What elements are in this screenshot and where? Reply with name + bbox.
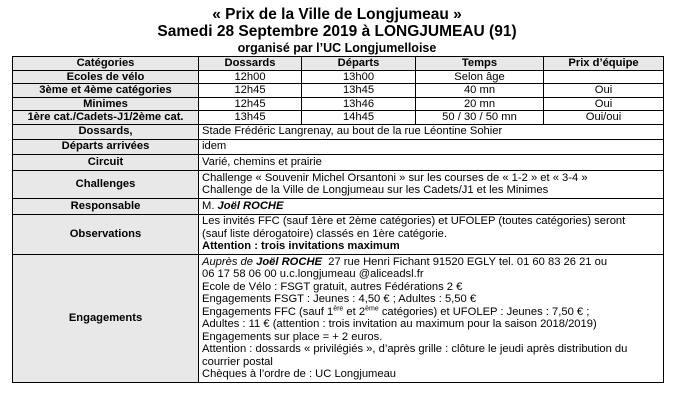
contact-phone-email: 06 17 58 06 00 u.c.longjumeau @aliceadsl.fr (202, 268, 424, 280)
engagement-line: Attention : dossards « privilégiés », d’après grille : clôture le jeudi après distribution du (202, 343, 628, 355)
column-header: Temps (416, 57, 544, 71)
column-header: Dossards (199, 57, 302, 71)
contact-name: Joël ROCHE (256, 255, 323, 268)
departs-arrivees-value: idem (199, 139, 664, 154)
category-name: Minimes (13, 97, 199, 111)
dossards-label: Dossards, (13, 124, 199, 139)
circuit-value: Varié, chemins et prairie (199, 154, 664, 170)
dossards-row (13, 124, 664, 139)
table-row (13, 97, 664, 111)
dossards-location: Stade Frédéric Langrenay, au bout de la rue Léontine Sohier (199, 124, 664, 139)
engagement-line (202, 306, 660, 319)
responsable-value (199, 198, 664, 214)
responsable-row (13, 198, 664, 214)
observations-row (13, 214, 664, 254)
team-prize (544, 70, 664, 84)
challenges-label: Challenges (13, 170, 199, 198)
contact-line (202, 256, 660, 269)
observation-warning: Attention : trois invitations maximum (202, 240, 400, 253)
observation-line: Les invités FFC (sauf 1ère et 2ème catégories) et UFOLEP (toutes catégories) seront (202, 215, 626, 228)
departs-arrivees-label: Départs arrivées (13, 139, 199, 154)
challenges-value (199, 170, 664, 198)
table-row (13, 84, 664, 98)
column-header: Prix d’équipe (544, 57, 664, 71)
observations-value (199, 214, 664, 254)
ffc-text: et 2 (343, 305, 366, 318)
challenge-line: Challenge « Souvenir Michel Orsantoni » sur les courses de « 1-2 » et « 3-4 » (202, 171, 588, 184)
race-duration: Selon âge (416, 70, 544, 84)
team-prize: Oui (544, 97, 664, 111)
engagement-line: Adultes : 11 € (attention : trois invitation au maximum pour la saison 2018/2019) (202, 318, 597, 330)
race-info-table (12, 56, 664, 383)
table-row (13, 111, 664, 125)
team-prize: Oui/oui (544, 111, 664, 125)
responsable-prefix: M. (202, 199, 215, 212)
event-date-location: Samedi 28 Septembre 2019 à LONGJUMEAU (91) (157, 23, 517, 40)
depart-time: 14h45 (302, 111, 416, 125)
ffc-text: Engagements FFC (sauf 1 (202, 305, 334, 318)
observations-label: Observations (13, 214, 199, 254)
engagements-label: Engagements (13, 254, 199, 382)
dossards-time: 12h45 (199, 97, 302, 111)
challenges-row (13, 170, 664, 198)
ffc-superscript: ère (333, 304, 344, 312)
engagement-line: Chèques à l’ordre de : UC Longjumeau (202, 368, 397, 380)
challenge-line: Challenge de la Ville de Longjumeau sur les Cadets/J1 et les Minimes (202, 184, 549, 196)
responsable-label: Responsable (13, 198, 199, 214)
category-name: 3ème et 4ème catégories (13, 84, 199, 98)
circuit-row (13, 154, 664, 170)
depart-time: 13h00 (302, 70, 416, 84)
category-name: Ecoles de vélo (13, 70, 199, 84)
page-title: « Prix de la Ville de Longjumeau » (212, 6, 462, 23)
dossards-time: 13h45 (199, 111, 302, 125)
circuit-label: Circuit (13, 154, 199, 170)
table-row (13, 70, 664, 84)
engagement-line: Ecole de Vélo : FSGT gratuit, autres Fédérations 2 € (202, 280, 463, 293)
engagement-line: Engagements sur place = + 2 euros. (202, 330, 383, 343)
engagement-line: courrier postal (202, 355, 273, 368)
dossards-time: 12h45 (199, 84, 302, 98)
engagements-value (199, 254, 664, 382)
team-prize: Oui (544, 84, 664, 98)
column-header: Départs (302, 57, 416, 71)
race-duration: 20 mn (416, 97, 544, 111)
ffc-superscript: ème (365, 304, 379, 312)
responsable-name: Joël ROCHE (217, 199, 284, 212)
observation-line: (sauf liste dérogatoire) classés en 1ère catégorie. (202, 227, 448, 240)
engagements-row (13, 254, 664, 382)
contact-address: 27 rue Henri Fichant 91520 EGLY tel. 01 60 83 26 21 ou (328, 255, 608, 268)
category-name: 1ère cat./Cadets-J1/2ème cat. (13, 111, 199, 125)
organizer-line: organisé par l’UC Longjumelloise (237, 41, 437, 55)
column-header: Catégories (13, 57, 199, 71)
depart-time: 13h46 (302, 97, 416, 111)
contact-prefix: Auprès de (202, 255, 253, 268)
dossards-time: 12h00 (199, 70, 302, 84)
depart-time: 13h45 (302, 84, 416, 98)
table-header-row (13, 57, 664, 71)
ffc-text: catégories) et UFOLEP : Jeunes : 7,50 € ; (378, 305, 590, 318)
departs-arrivees-row (13, 139, 664, 154)
race-duration: 40 mn (416, 84, 544, 98)
race-duration: 50 / 30 / 50 mn (416, 111, 544, 125)
engagement-line: Engagements FSGT : Jeunes : 4,50 € ; Adultes : 5,50 € (202, 293, 477, 305)
